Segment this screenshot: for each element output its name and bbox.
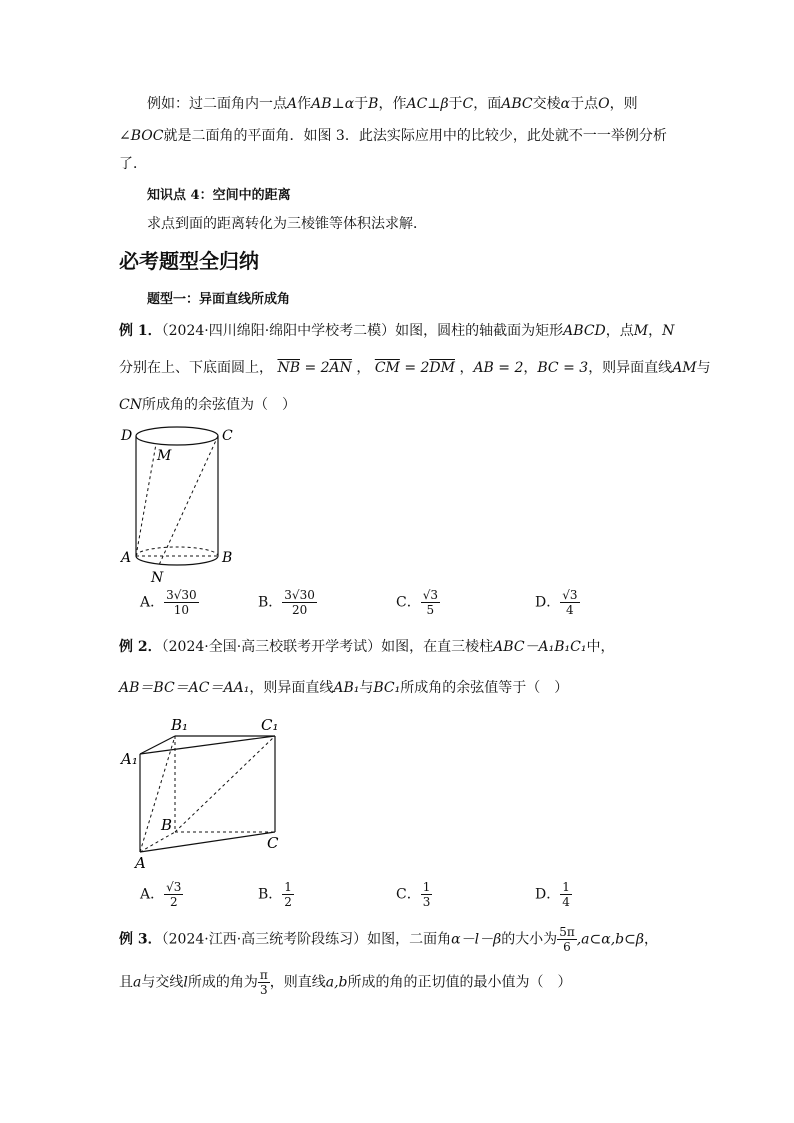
plane-angle-line-3: 了． [119, 156, 147, 172]
segment-BC1 [175, 736, 275, 832]
label-N: N [151, 570, 164, 586]
bottom-ellipse-front [136, 556, 218, 565]
label-B: B [222, 550, 233, 566]
example3-line-2: 且a与交线l所成的角为 $\frac{\pi}{3}$ ，则直线a,b所成的角的正切值的最小值为（ ） [119, 968, 572, 997]
label-D: D [121, 428, 133, 444]
label-A: A [135, 854, 146, 872]
example3-line-1: 例 3．（2024·江西·高三统考阶段练习）如图，二面角α－l－β的大小为 $\frac{5\pi}{6}$ ,a⊂α,b⊂β， [119, 925, 658, 954]
knowledge-point-4-body: 求点到面的距离转化为三棱锥等体积法求解． [147, 216, 427, 232]
label-B1: B₁ [171, 716, 189, 734]
label-A1: A₁ [121, 750, 138, 768]
edge-AC [140, 832, 275, 852]
top-ellipse [136, 427, 218, 445]
label-M: M [157, 448, 172, 464]
plane-angle-line-2: ∠BOC就是二面角的平面角．如图 3．此法实际应用中的比较少，此处就不一一举例分析 [119, 128, 667, 144]
label-C1: C₁ [261, 716, 279, 734]
segment-AM [136, 444, 156, 556]
example1-option-d[interactable]: D． $\frac{√3}{4}$ [535, 588, 578, 617]
label-A: A [121, 550, 132, 566]
example1-line-2: 分别在上、下底面圆上， $\overline{NB} = 2\overline{AN}$ ， $\overline{CM} = 2\overline{DM}$ ，AB = 2，BC = 3，则异面直线AM与 [119, 360, 711, 376]
edge-A1C1 [140, 736, 275, 754]
example1-option-a[interactable]: A． $\frac{3√30}{10}$ [140, 588, 197, 617]
prism-figure [115, 712, 295, 874]
section-heading: 必考题型全归纳 [119, 249, 259, 273]
bottom-ellipse-back [136, 547, 218, 556]
label-B: B [161, 816, 173, 834]
example2-line-2: AB＝BC＝AC＝AA₁，则异面直线AB₁与BC₁所成角的余弦值等于（ ） [119, 680, 569, 696]
example2-line-1: 例 2．（2024·全国·高三校联考开学考试）如图，在直三棱柱ABC－A₁B₁C₁中， [119, 639, 615, 655]
example1-line-3: CN所成角的余弦值为（ ） [119, 397, 296, 413]
knowledge-point-4-title: 知识点 4：空间中的距离 [147, 188, 291, 203]
example1-line-1: 例 1．（2024·四川绵阳·绵阳中学校考二模）如图，圆柱的轴截面为矩形ABCD，点M，N [119, 323, 675, 339]
example2-option-d[interactable]: D． $\frac{1}{4}$ [535, 880, 570, 909]
example2-option-c[interactable]: C． $\frac{1}{3}$ [396, 880, 431, 909]
plane-angle-line-1: 例如：过二面角内一点A作AB⊥α于B，作AC⊥β于C，面ABC交棱α于点O，则 [147, 96, 638, 112]
label-C: C [267, 834, 279, 852]
type1-title: 题型一：异面直线所成角 [147, 292, 291, 307]
label-C: C [222, 428, 233, 444]
example2-option-a[interactable]: A． $\frac{√3}{2}$ [140, 880, 182, 909]
example2-option-b[interactable]: B． $\frac{1}{2}$ [258, 880, 292, 909]
example1-option-c[interactable]: C． $\frac{√3}{5}$ [396, 588, 438, 617]
cylinder-figure [115, 420, 255, 590]
example1-option-b[interactable]: B． $\frac{3√30}{20}$ [258, 588, 315, 617]
